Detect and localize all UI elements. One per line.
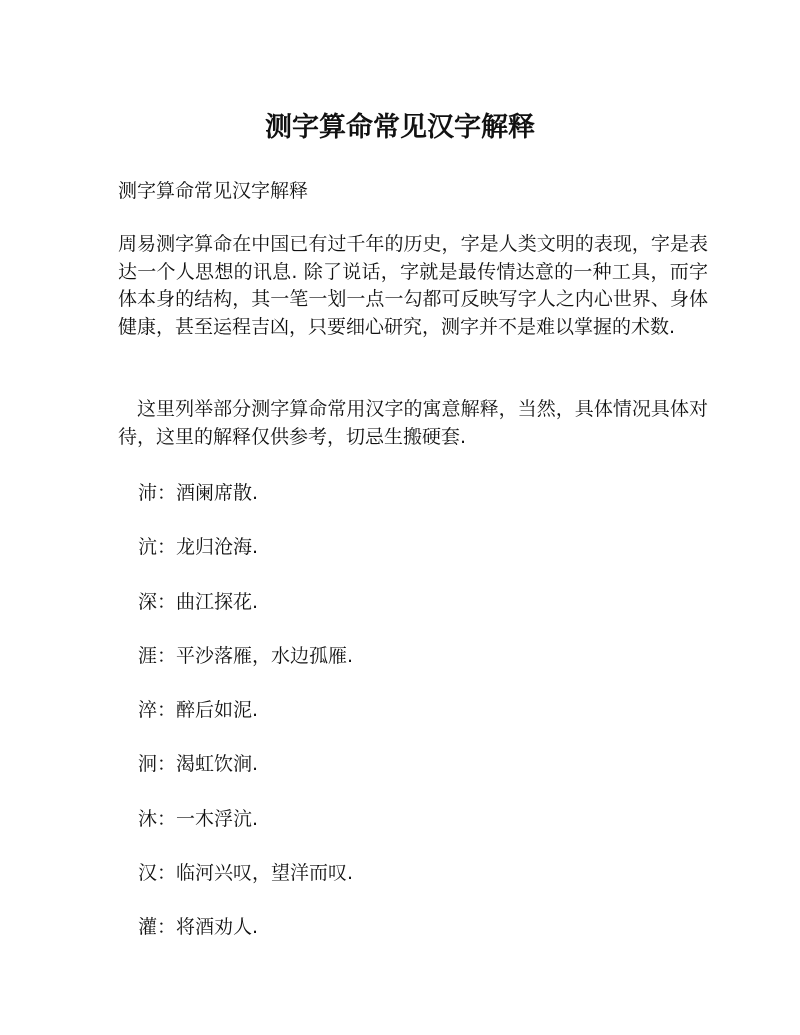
subtitle: 测字算命常见汉字解释 (118, 180, 309, 202)
page-title: 测字算命常见汉字解释 (265, 112, 535, 143)
character-entry: 沆：龙归沧海. (138, 536, 259, 559)
character-entry: 沛：酒阑席散. (138, 482, 259, 504)
character-entry: 沐：一木浮沆. (138, 807, 259, 830)
intro-paragraph: 周易测字算命在中国已有过千年的历史，字是人类文明的表现，字是表达一个人思想的讯息. 除了说话，字就是最传情达意的一种工具，而字体本身的结构，其一笔一划一点一勾都可反映写字人之内心世界、身体健康，甚至运程吉凶，只要细心研究，测字并不是难以掌握的术数. (118, 233, 708, 338)
note-paragraph: 这里列举部分测字算命常用汉字的寓意解释，当然，具体情况具体对待，这里的解释仅供参考，切忌生搬硬套. (118, 398, 708, 448)
character-entry: 淬：醉后如泥. (138, 699, 259, 722)
character-entry: 深：曲江探花. (138, 590, 259, 613)
character-entry: 泂：渴虹饮涧. (138, 753, 259, 776)
character-entry: 汉：临河兴叹，望洋而叹. (138, 862, 354, 885)
character-entry: 灌：将酒劝人. (138, 916, 259, 939)
character-entry: 涯：平沙落雁，水边孤雁. (138, 644, 354, 667)
character-list (138, 474, 353, 963)
